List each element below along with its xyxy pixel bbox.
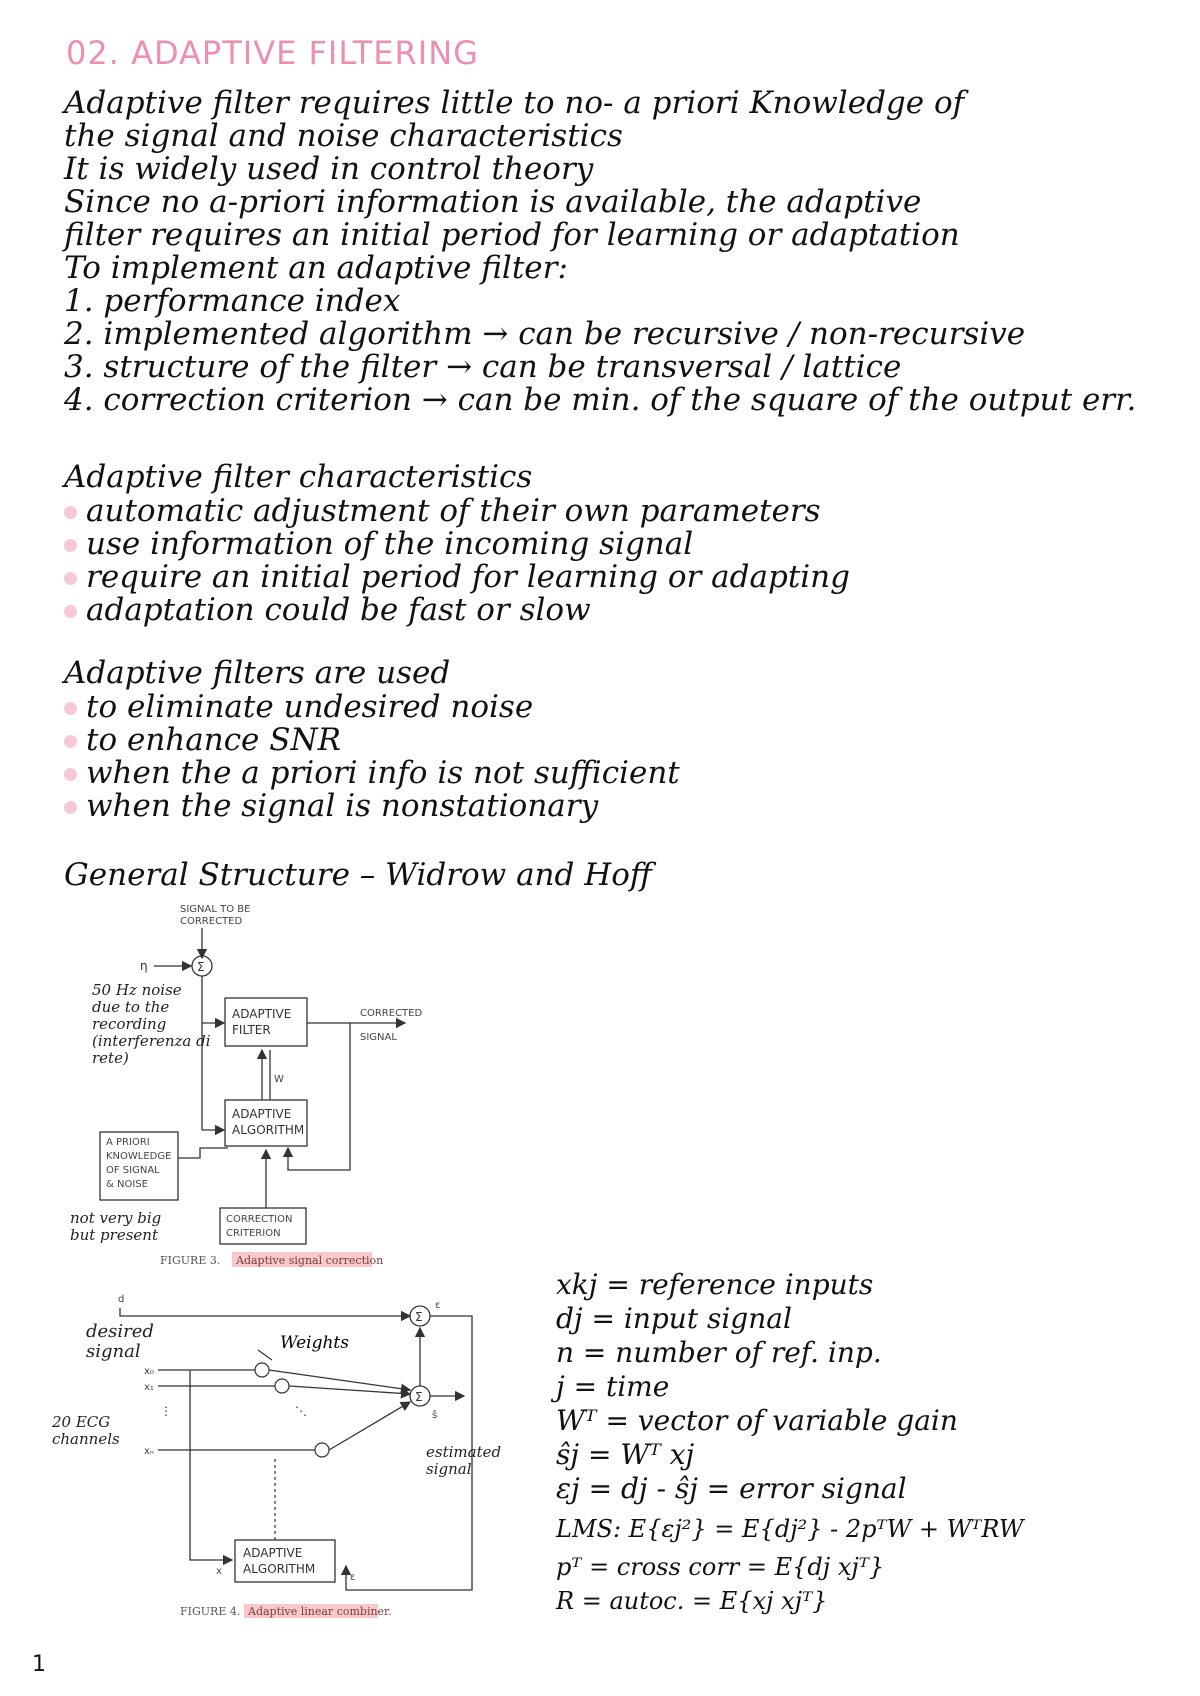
- list-item: adaptation could be fast or slow: [64, 593, 850, 626]
- note-line: but present: [70, 1226, 158, 1244]
- fig3-eta: η: [140, 959, 148, 973]
- uses-section: [64, 656, 680, 822]
- fig4-note: [426, 1444, 501, 1478]
- fig4-sigma: Σ: [415, 1310, 423, 1324]
- page-number: 1: [32, 1652, 46, 1677]
- intro-line: 4. correction criterion → can be min. of the square of the output err.: [64, 382, 1137, 418]
- fig3-output-label: CORRECTED: [360, 1008, 423, 1019]
- fig4-caption-text: Adaptive linear combiner.: [248, 1605, 392, 1618]
- fig3-sigma: Σ: [197, 960, 205, 974]
- note-line: 50 Hz noise: [92, 981, 182, 999]
- fig3-box-label: ADAPTIVE: [232, 1107, 292, 1121]
- fig3-box-label: CRITERION: [226, 1228, 281, 1239]
- definition-line: dj = input signal: [556, 1302, 792, 1335]
- intro-line: 1. performance index: [64, 283, 401, 319]
- fig3-box-label: ALGORITHM: [232, 1123, 305, 1137]
- general-structure-heading: General Structure – Widrow and Hoff: [64, 857, 652, 893]
- note-line: due to the: [92, 998, 170, 1016]
- list-item: automatic adjustment of their own parameters: [64, 494, 850, 527]
- fig3-box-label: FILTER: [232, 1023, 271, 1037]
- note-line: rete): [92, 1049, 129, 1067]
- list-item: to enhance SNR: [64, 723, 680, 756]
- list-item: require an initial period for learning or adapting: [64, 560, 850, 593]
- bullet-list: [64, 494, 850, 626]
- fig3-box-label: CORRECTION: [226, 1214, 293, 1225]
- fig4-d-label: d: [118, 1294, 125, 1305]
- fig3-box-label: ADAPTIVE: [232, 1007, 292, 1021]
- fig3-signal-label: CORRECTED: [180, 916, 243, 927]
- note-line: desired: [86, 1321, 154, 1342]
- fig4-input-label: x₀: [144, 1366, 154, 1377]
- fig3-w-label: W: [274, 1074, 284, 1085]
- fig3-caption-text: Adaptive signal correction: [236, 1254, 384, 1267]
- intro-line: To implement an adaptive filter:: [64, 250, 568, 286]
- definition-line: εj = dj - ŝj = error signal: [556, 1472, 907, 1505]
- fig3-note: [92, 982, 211, 1067]
- definition-line: R = autoc. = E{xj xjᵀ}: [556, 1587, 828, 1615]
- fig4-box-label: ADAPTIVE: [243, 1546, 303, 1560]
- fig4-note: [52, 1414, 120, 1448]
- fig4-sigma: Σ: [415, 1390, 423, 1404]
- fig3-box-label: A PRIORI: [106, 1137, 150, 1148]
- fig4-box-label: ALGORITHM: [243, 1562, 316, 1576]
- fig3-signal-label: SIGNAL TO BE: [180, 904, 251, 915]
- note-line: recording: [92, 1015, 167, 1033]
- fig3-output-label: SIGNAL: [360, 1032, 397, 1043]
- fig3-box-label: & NOISE: [106, 1179, 148, 1190]
- note-line: signal: [426, 1460, 472, 1478]
- fig4-y-label: ŝ: [432, 1410, 438, 1421]
- note-line: 20 ECG: [52, 1413, 111, 1431]
- definition-line: j = time: [556, 1370, 670, 1403]
- fig4-epsilon: ε: [350, 1572, 356, 1583]
- bullet-list: [64, 690, 680, 822]
- fig4-ellipsis: ⋱: [295, 1404, 307, 1418]
- note-line: not very big: [70, 1209, 162, 1227]
- intro-line: 2. implemented algorithm → can be recursive / non-recursive: [64, 316, 1026, 352]
- note-line: signal: [86, 1341, 141, 1362]
- fig3-caption-number: FIGURE 3.: [160, 1254, 221, 1267]
- fig4-weights-label: Weights: [280, 1333, 349, 1353]
- definition-line: pᵀ = cross corr = E{dj xjᵀ}: [556, 1553, 885, 1581]
- intro-line: Adaptive filter requires little to no- a priori Knowledge of: [64, 85, 965, 121]
- definitions-block: [556, 1268, 1024, 1618]
- fig4-input-label: xₙ: [144, 1446, 154, 1457]
- note-line: estimated: [426, 1443, 502, 1461]
- section-heading: Adaptive filter characteristics: [64, 459, 533, 495]
- definition-line: Wᵀ = vector of variable gain: [556, 1404, 958, 1437]
- fig4-weight-node: [315, 1443, 329, 1457]
- fig4-epsilon: ε: [435, 1300, 441, 1311]
- list-item: when the a priori info is not sufficient: [64, 756, 680, 789]
- characteristics-section: [64, 460, 850, 626]
- fig3-box-label: KNOWLEDGE: [106, 1151, 172, 1162]
- fig4-weight-node: [255, 1363, 269, 1377]
- intro-line: filter requires an initial period for learning or adaptation: [64, 217, 960, 253]
- fig4-x-label: x: [216, 1566, 222, 1577]
- intro-line: Since no a-priori information is available, the adaptive: [64, 184, 922, 220]
- fig3-box-label: OF SIGNAL: [106, 1165, 160, 1176]
- fig4-weight-node: [275, 1379, 289, 1393]
- fig4-ellipsis: ⋮: [160, 1404, 172, 1418]
- section-heading: Adaptive filters are used: [64, 655, 451, 691]
- note-line: channels: [52, 1430, 120, 1448]
- fig4-input-label: x₁: [144, 1382, 154, 1393]
- intro-block: [64, 86, 1136, 416]
- definition-line: n = number of ref. inp.: [556, 1336, 882, 1369]
- list-item: when the signal is nonstationary: [64, 789, 680, 822]
- definition-line: LMS: E{εj²} = E{dj²} - 2pᵀW + WᵀRW: [556, 1515, 1024, 1543]
- fig4-caption-number: FIGURE 4.: [180, 1605, 241, 1618]
- intro-line: 3. structure of the filter → can be transversal / lattice: [64, 349, 902, 385]
- fig4-note: [86, 1322, 154, 1362]
- fig3-adaptive-filter-box: [225, 998, 307, 1046]
- intro-line: the signal and noise characteristics: [64, 118, 623, 154]
- definition-line: xkj = reference inputs: [556, 1268, 874, 1301]
- fig3-note: [70, 1210, 161, 1244]
- list-item: to eliminate undesired noise: [64, 690, 680, 723]
- definition-line: ŝj = Wᵀ xj: [556, 1438, 695, 1471]
- intro-line: It is widely used in control theory: [64, 151, 594, 187]
- list-item: use information of the incoming signal: [64, 527, 850, 560]
- note-line: (interferenza di: [92, 1032, 211, 1050]
- page-title: 02. ADAPTIVE FILTERING: [66, 34, 479, 72]
